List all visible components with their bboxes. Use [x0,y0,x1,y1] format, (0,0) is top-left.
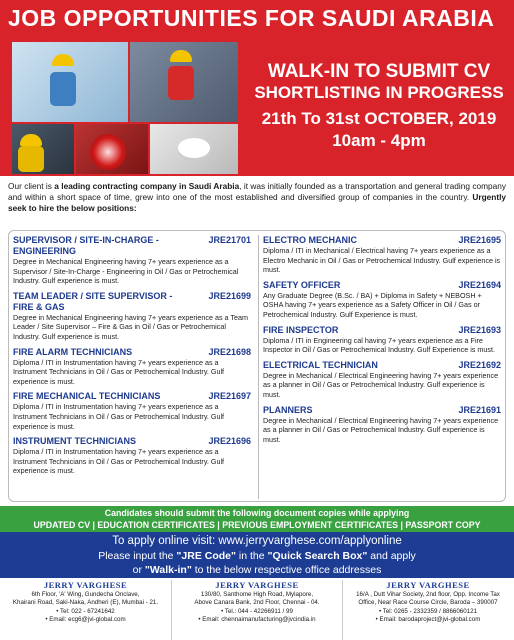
job-code: JRE21694 [458,279,501,290]
helmet-icon [52,54,74,66]
job-code: JRE21699 [208,290,251,301]
walkin-label: "Walk-in" [144,564,192,576]
office-address-line: Above Canara Bank, 2nd Floor, Chennai - 04. [194,599,320,607]
apply-online-text: To apply online visit: www.jerryvarghese.com/applyonline [112,535,402,547]
office-phone: • Tel.: 044 - 42266911 / 99 [221,607,293,615]
documents-list: UPDATED CV | EDUCATION CERTIFICATES | PREVIOUS EMPLOYMENT CERTIFICATES | PASSPORT COPY [33,520,481,530]
walkin-dates: 21th To 31st OCTOBER, 2019 [261,109,497,128]
job-position [13,291,251,342]
job-header [263,280,501,291]
helmet-icon [20,134,42,146]
walkin-instructions [0,563,514,578]
job-title: SAFETY OFFICER [263,279,341,290]
apply-text: to the below respective office addresses [191,564,382,576]
office-addresses [0,580,514,640]
job-title: INSTRUMENT TECHNICIANS [13,436,136,447]
job-position [263,405,501,445]
helmet-icon [170,50,192,62]
office-address-line: 16/A , Dutt Vihar Society, 2nd floor, Opp. Income Tax [356,591,500,598]
job-position [13,347,251,387]
worker-figure [168,66,194,100]
job-title: TEAM LEADER / SITE SUPERVISOR - FIRE & GAS [13,290,173,312]
apply-text: and apply [367,549,416,562]
column-divider [258,235,259,499]
job-code: JRE21692 [458,359,501,370]
intro-text: Our client is [8,181,55,191]
job-title: SUPERVISOR / SITE-IN-CHARGE - ENGINEERING [13,235,159,256]
office-chennai [171,580,342,640]
job-header [263,405,501,416]
job-header [13,436,251,447]
job-position [13,235,251,286]
job-code: JRE21695 [458,235,501,245]
office-phone: • Tel: 0265 - 2332359 / 8866060121 [378,607,478,615]
fire-alarm-bell-icon [90,134,126,170]
office-address-line: Khairani Road, Saki-Naka, Andheri (E), Mumbai - 21. [12,599,159,607]
job-code: JRE21693 [458,324,501,335]
job-header [13,235,251,257]
job-description: Diploma / ITI in Mechanical / Electrical having 7+ years experience as a Electro Mechanic in Oil / Gas or Petrochemical Industry. Gulf experience is must. [263,246,501,275]
office-mumbai [0,580,171,640]
shortlisting-text: SHORTLISTING IN PROGRESS [254,83,504,102]
job-code: JRE21697 [208,391,251,402]
office-phone: • Tel: 022 - 67241642 [56,607,115,615]
intro-bold-company: a leading contracting company in Saudi Arabia [54,181,240,191]
job-title: FIRE INSPECTOR [263,324,339,335]
quick-search-label: "Quick Search Box" [267,549,368,562]
job-title: PLANNERS [263,404,313,415]
apply-text: or [132,564,145,576]
job-description: Diploma / ITI in Engineering cal having 7+ years experience as a Fire Inspector in Oil / Gas or Petrochemical Industry. Gulf Experience is must. [263,335,495,355]
job-code: JRE21701 [208,235,251,245]
job-description: Degree in Mechanical Engineering having 7+ years experience as a Team Leader / Site Supervisor – Fire & Gas in Oil / Gas or Petrochemical Industry. Gulf experience is must. [13,312,248,341]
office-logo-name: JERRY VARGHESE [215,580,299,590]
job-position [13,436,251,476]
positions-panel [8,230,506,502]
job-title: FIRE ALARM TECHNICIANS [13,346,133,357]
documents-banner [0,506,514,532]
smoke-detector-icon [178,138,210,158]
documents-intro: Candidates should submit the following document copies while applying [104,508,410,518]
job-code: JRE21698 [208,346,251,357]
jre-code-label: "JRE Code" [176,549,236,562]
office-email[interactable]: • Email: chennaimanufacturing@jvcindia.in [198,616,316,624]
job-position [263,235,501,275]
positions-right-column [263,235,501,449]
office-logo-name: JERRY VARGHESE [43,580,128,590]
office-email[interactable]: • Email: ecg6@jvi-global.com [45,616,126,624]
photo-collage [12,42,238,174]
intro-paragraph [8,181,506,214]
job-header [13,391,251,402]
apply-text: in the [235,549,268,562]
office-baroda [342,580,513,640]
job-position [13,391,251,431]
job-description: Diploma / ITI in Instrumentation having 7+ years experience as a Instrument Technicians in Oil / Gas or Petrochemical Industry. Gulf experience is must. [13,447,225,476]
walkin-heading: WALK-IN TO SUBMIT CV [267,61,491,82]
job-title: FIRE MECHANICAL TECHNICIANS [13,391,161,402]
intro-bold-hire: Urgently seek to hire the below positions: [8,192,506,213]
page-title: JOB OPPORTUNITIES FOR SAUDI ARABIA [8,5,495,31]
office-address-line: 6th Floor, 'A' Wing, Gundecha Onclave, [31,591,140,598]
apply-instructions [0,549,514,564]
job-code: JRE21696 [208,436,251,447]
job-position [263,280,501,320]
job-header [263,360,501,371]
walkin-time: 10am - 4pm [332,131,426,150]
worker-figure [18,146,44,172]
header-banner [0,0,514,176]
job-description: Degree in Mechanical / Electrical Engineering having 7+ years experience as a planner in Oil / Gas or Petrochemical Industry. Gulf experience is must. [263,370,499,399]
job-description: Degree in Mechanical Engineering having 7+ years experience as a Supervisor / Site-In-Charge - Engineering in Oil / Gas or Petrochemical Industry. Gulf experience is must. [13,257,239,286]
job-description: Any Graduate Degree (B.Sc. / BA) + Diploma in Safety + NEBOSH + OSHA having 7+ years experience as a Safety Officer in Oil / Gas or Petrochemical Industry. Gulf Experience is must. [263,290,482,319]
job-position [263,360,501,400]
job-header [13,291,251,313]
fire-alarm-photo [76,124,148,174]
worker-photo [130,42,238,122]
positions-left-column [13,235,251,481]
apply-banner [0,532,514,578]
office-logo-name: JERRY VARGHESE [386,580,470,590]
job-title: ELECTRO MECHANIC [263,235,357,245]
job-header [263,325,501,336]
technician-photo [12,124,74,174]
office-address-line: Office, Near Race Course Circle, Baroda – 390007 [358,599,498,607]
job-position [263,325,501,355]
smoke-detector-photo [150,124,238,174]
job-description: Diploma / ITI in Instrumentation having 7+ years experience as a Instrument Technicians in Oil / Gas or Petrochemical Industry. Gulf experience is must. [13,402,225,431]
job-header [263,235,501,246]
intro-text: , it was initially founded as a transportation and general trading company and within a short space of time, grew into one of the most established and diversified group of companies in the country. [8,181,506,202]
job-title: ELECTRICAL TECHNICIAN [263,359,378,370]
job-description: Diploma / ITI in Instrumentation having 7+ years experience as a Instrument Technicians in Oil / Gas or Petrochemical Industry. Gulf experience is must. [13,357,225,386]
office-address-line: 130/80, Santhome High Road, Mylapore, [200,591,314,598]
worker-figure [50,72,76,106]
job-code: JRE21691 [458,404,501,415]
engineer-photo [12,42,128,122]
walkin-block [248,62,510,152]
apply-text: Please input the [98,549,177,562]
office-email[interactable]: • Email: barodaproject@jvi-global.com [375,616,481,624]
job-header [13,347,251,358]
job-description: Degree in Mechanical / Electrical Engineering having 7+ years experience as a planner in Oil / Gas or Petrochemical Industry. Gulf experience is must. [263,415,499,444]
